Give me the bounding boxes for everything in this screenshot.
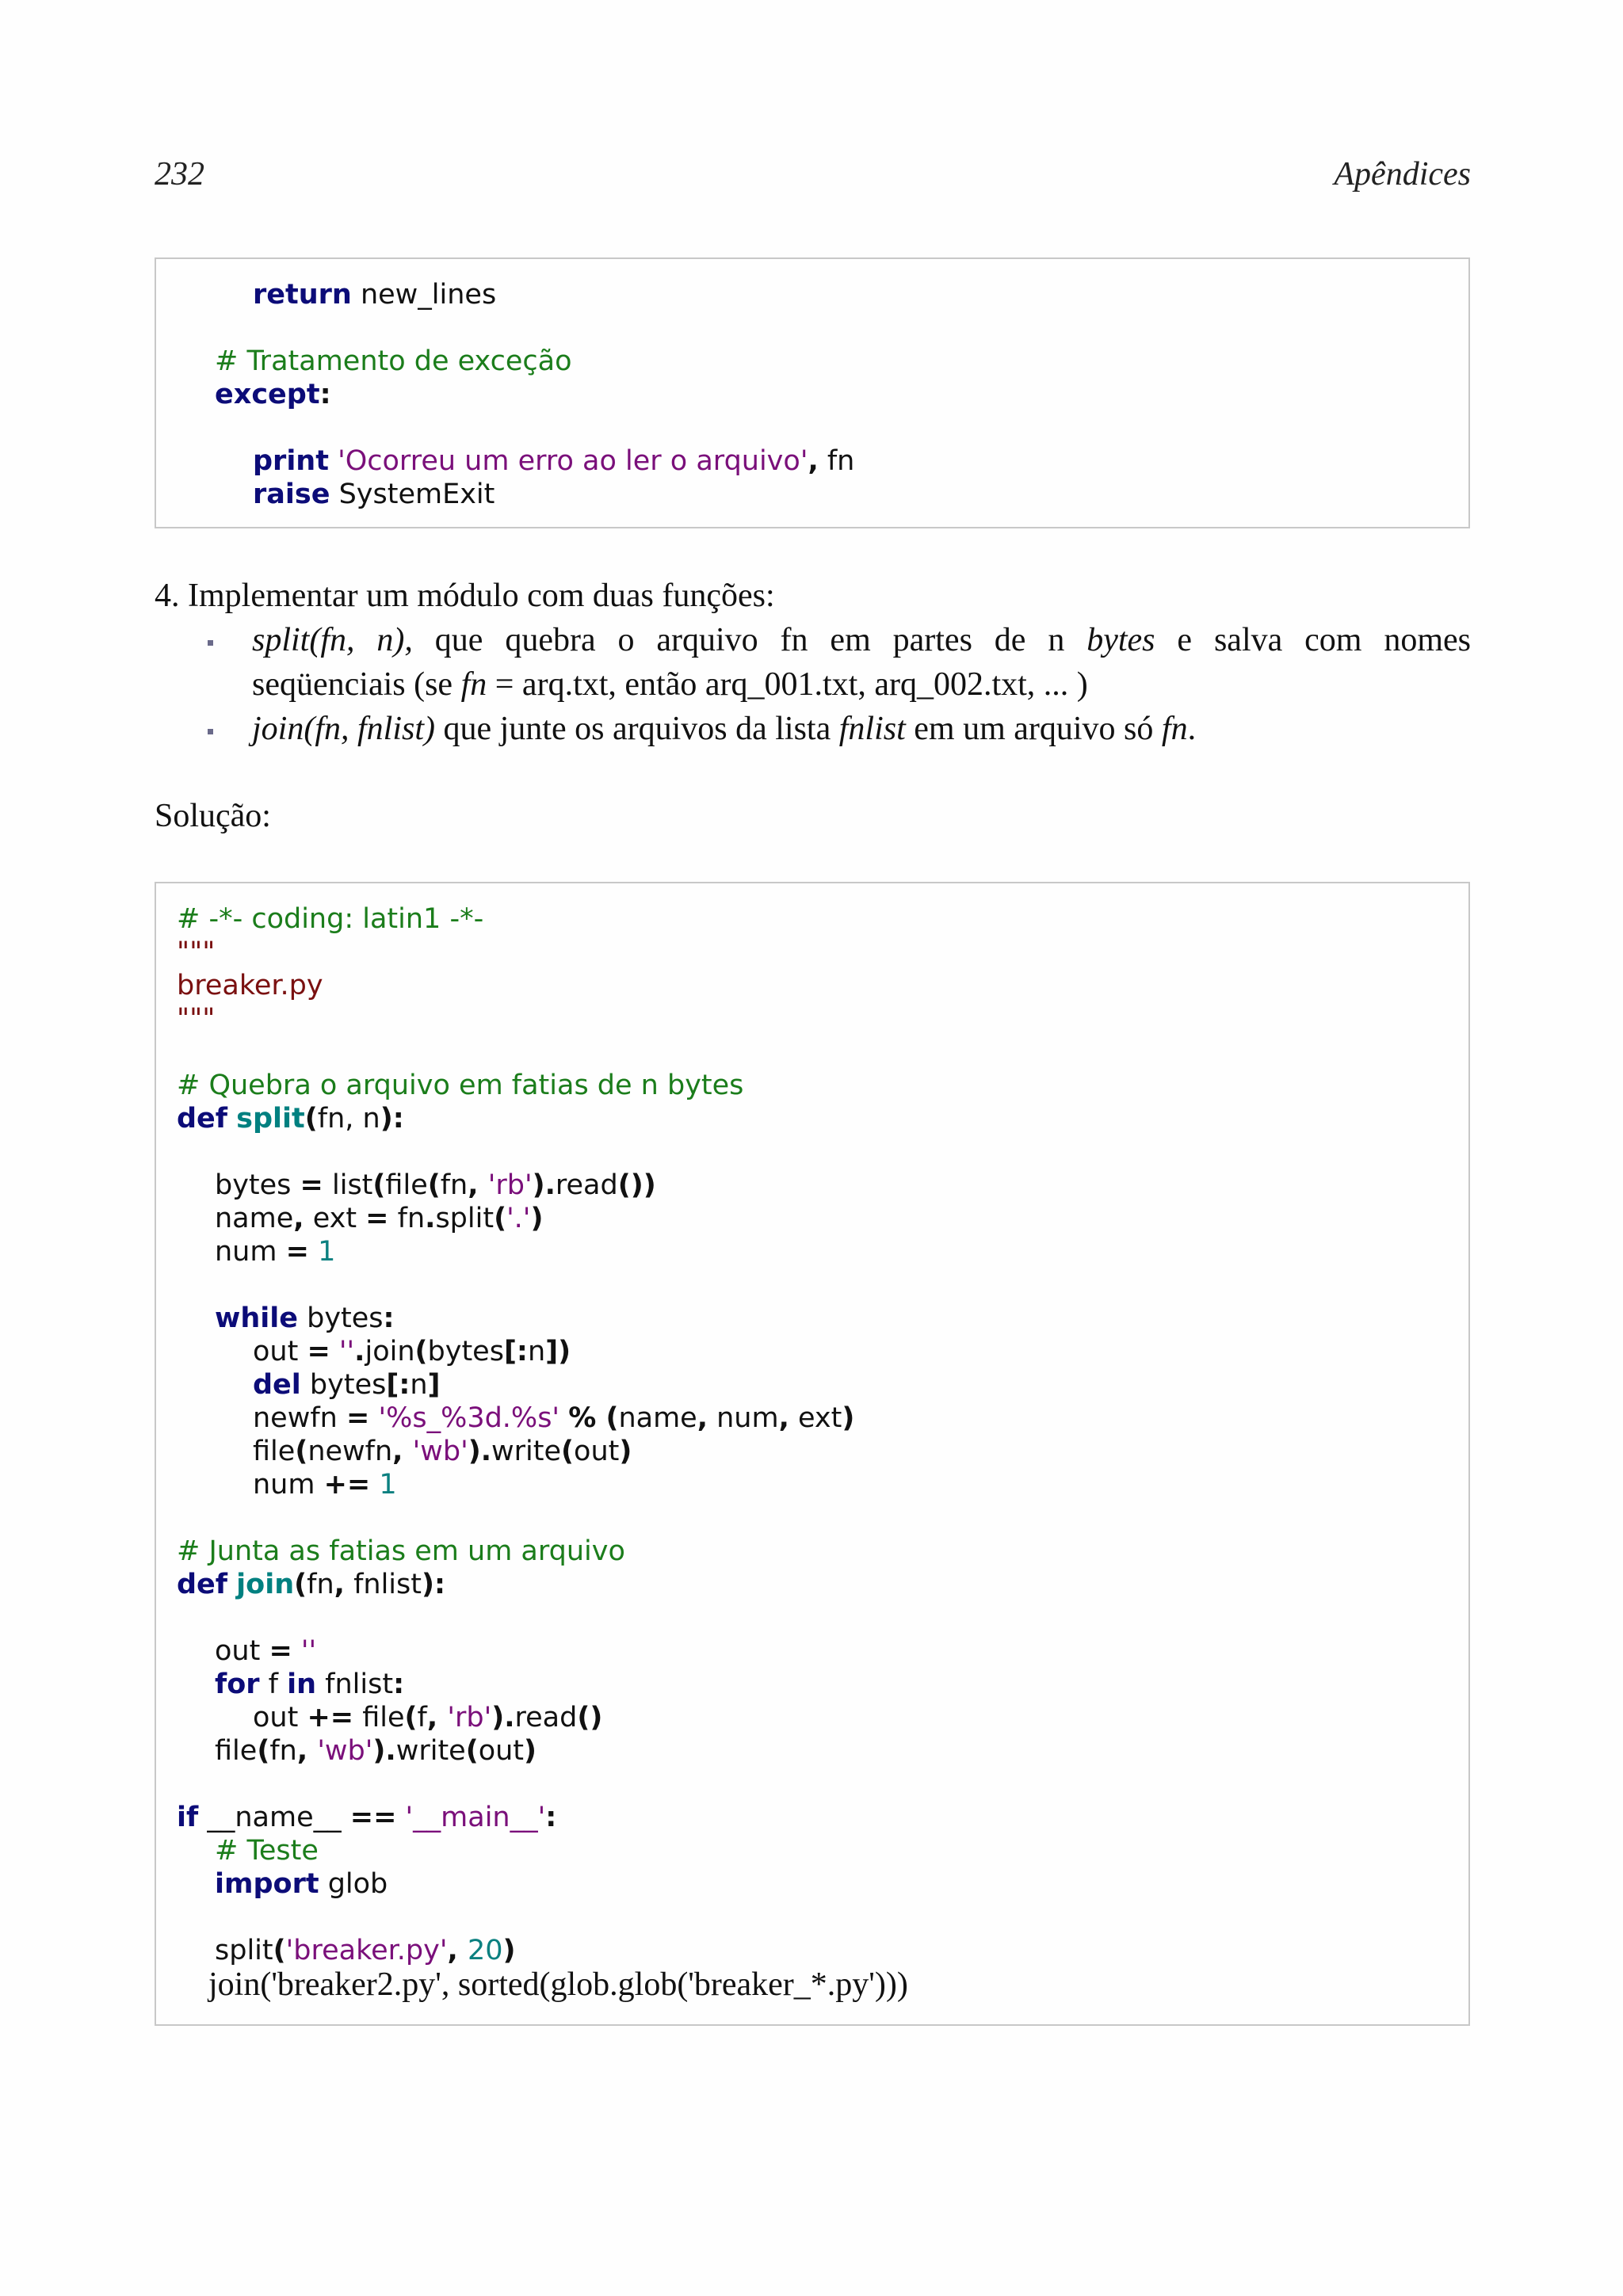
- code-line-serif: join('breaker2.py', sorted(glob.glob('breaker_*.py'))): [208, 1966, 908, 2003]
- code-comment: # Quebra o arquivo em fatias de n bytes: [177, 1070, 744, 1101]
- running-header: Apêndices: [1334, 156, 1471, 193]
- code-line: def split(fn, n):: [177, 1103, 404, 1135]
- code-line: file(fn, 'wb').write(out): [215, 1735, 537, 1767]
- solution-label: Solução:: [155, 798, 271, 834]
- code-line: out = '': [215, 1635, 317, 1667]
- code-comment: # -*- coding: latin1 -*-: [177, 903, 484, 935]
- code-comment: # Teste: [215, 1835, 319, 1867]
- code-comment: # Tratamento de exceção: [215, 345, 572, 377]
- code-block-1: [155, 257, 1470, 528]
- docstring: """: [177, 1003, 216, 1035]
- code-line: for f in fnlist:: [215, 1669, 405, 1700]
- code-comment: # Junta as fatias em um arquivo: [177, 1535, 625, 1567]
- code-line: name, ext = fn.split('.'): [215, 1203, 544, 1234]
- code-line: num += 1: [253, 1469, 397, 1501]
- docstring: breaker.py: [177, 970, 323, 1001]
- code-line: except:: [215, 379, 331, 410]
- code-line: file(newfn, 'wb').write(out): [253, 1436, 632, 1467]
- code-line: out += file(f, 'rb').read(): [253, 1702, 603, 1733]
- docstring: """: [177, 936, 216, 968]
- code-block-2: [155, 882, 1470, 2026]
- bullet-split: split(fn, n), que quebra o arquivo fn em partes de n bytes e salva com nomes: [252, 622, 1471, 658]
- code-line: out = ''.join(bytes[:n]): [253, 1336, 571, 1367]
- code-line: def join(fn, fnlist):: [177, 1569, 445, 1600]
- code-line: while bytes:: [215, 1302, 395, 1334]
- exercise-heading: 4. Implementar um módulo com duas funções:: [155, 578, 775, 614]
- bullet-join: join(fn, fnlist) que junte os arquivos da lista fnlist em um arquivo só fn.: [252, 711, 1197, 747]
- code-line: del bytes[:n]: [253, 1369, 441, 1401]
- bullet-icon: [208, 729, 213, 734]
- code-line: split('breaker.py', 20): [215, 1935, 516, 1966]
- bullet-icon: [208, 640, 213, 646]
- code-line: import glob: [215, 1868, 388, 1900]
- code-line: print 'Ocorreu um erro ao ler o arquivo', fn: [253, 445, 855, 477]
- code-line: bytes = list(file(fn, 'rb').read()): [215, 1169, 656, 1201]
- page-number: 232: [155, 156, 204, 193]
- code-line: return new_lines: [253, 279, 497, 311]
- code-line: raise SystemExit: [253, 479, 495, 510]
- code-line: num = 1: [215, 1236, 336, 1268]
- code-line: newfn = '%s_%3d.%s' % (name, num, ext): [253, 1402, 855, 1434]
- bullet-split-cont: seqüenciais (se fn = arq.txt, então arq_001.txt, arq_002.txt, ... ): [252, 666, 1088, 703]
- code-line: if __name__ == '__main__':: [177, 1802, 557, 1833]
